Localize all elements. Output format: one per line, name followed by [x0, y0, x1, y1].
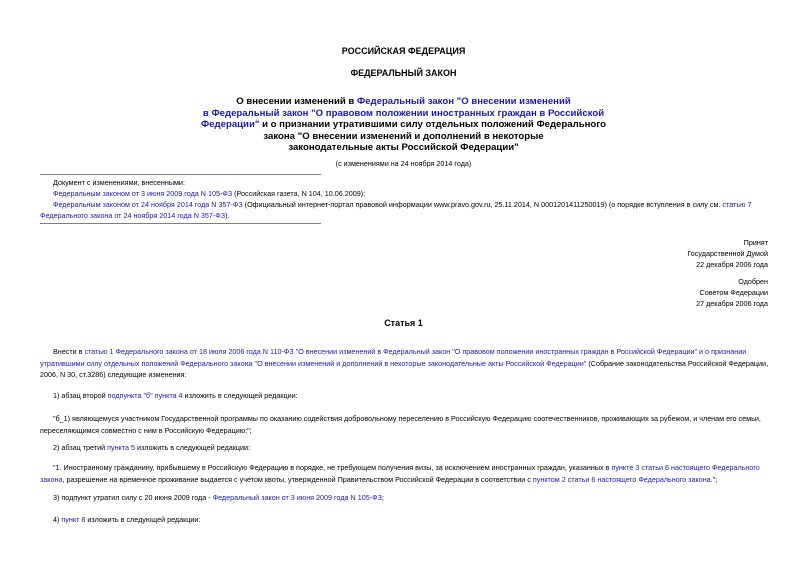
intro-law-link[interactable]: статью 1 Федерального закона от 18 июля 2006 года N 110-ФЗ "О внесении изменений в Федеральный закон "О правовом положении иностранных граждан в Российской Федерации" и о признании: [84, 347, 747, 356]
quote-2: [40, 462, 775, 485]
item-3-law-link[interactable]: Федеральный закон от 3 июня 2009 года N 105-ФЗ: [212, 493, 382, 502]
revision-note: (с изменениями на 24 ноября 2014 года): [335, 159, 472, 168]
title-line5: законодательные акты Российской Федерации": [288, 142, 519, 153]
quote-1: [40, 413, 775, 436]
intro-law-link-cont[interactable]: утратившими силу отдельных положений Федерального закона "О внесении изменений и дополнений в некоторые законодательные акты Российской Федерации": [40, 358, 587, 368]
changes-item-2-law-link[interactable]: Федерального закона от 24 ноября 2014 года N 357-ФЗ: [40, 211, 226, 220]
document-title: [100, 96, 707, 154]
item-2-text-end: изложить в следующей редакции:: [135, 443, 251, 452]
quote-2-text: "1. Иностранному гражданину, прибывшему в Российскую Федерацию в порядке, не требующем получения визы, за исключением иностранных граждан, указанных в: [53, 463, 612, 472]
approved-label: Одобрен: [738, 277, 768, 286]
changes-heading: Документ с изменениями, внесенными:: [53, 178, 185, 187]
quote-1-line1: "б_1) являющемуся участником Государственной программы по оказанию содействия добровольному переселению в Российскую Федерацию соотечественников, проживающих за рубежом, и членам его семьи,: [53, 414, 761, 423]
quote-2-text-mid: , разрешение на временное проживание выдается с учетом квоты, утвержденной Правительством Российской Федерации в соответствии с: [62, 474, 533, 484]
quote-2-link-2[interactable]: пунктом 2 статьи 6 настоящего Федерального закона: [532, 474, 711, 484]
item-3-text-end: ;: [381, 493, 384, 502]
changes-top-divider: [40, 174, 321, 175]
changes-item-1-link[interactable]: Федеральным законом от 3 июня 2009 года N 105-ФЗ: [53, 189, 233, 198]
item-4-point-link[interactable]: пункт 8: [61, 515, 86, 524]
adopted-label: Принят: [743, 238, 768, 247]
law-type-heading: ФЕДЕРАЛЬНЫЙ ЗАКОН: [350, 68, 457, 78]
changes-item-1: [40, 188, 770, 199]
country-heading: РОССИЙСКАЯ ФЕДЕРАЦИЯ: [341, 46, 466, 56]
changes-item-2-link[interactable]: Федеральным законом от 24 ноября 2014 года N 357-ФЗ: [53, 200, 243, 209]
adopted-date: 22 декабря 2006 года: [696, 260, 768, 269]
item-3-text: 3) подпункт утратил силу с 20 июня 2009 года -: [53, 493, 213, 502]
item-1-text-end: изложить в следующей редакции:: [182, 391, 298, 400]
changes-item-2-source: (Официальный интернет-портал правовой информации www.pravo.gov.ru, 25.11.2014, N 0001201411250019) (о порядке вступления в силу см.: [242, 200, 723, 209]
changes-item-1-source: (Российская газета, N 104, 10.06.2009);: [232, 189, 366, 198]
quote-2-link-1[interactable]: пункте 3 статьи 6 настоящего Федерального: [611, 463, 760, 472]
adopted-body: Государственной Думой: [687, 249, 768, 258]
item-2-text: 2) абзац третий: [53, 443, 108, 452]
item-1-text: 1) абзац второй: [53, 391, 108, 400]
item-2: [53, 442, 773, 454]
item-3: [53, 492, 773, 504]
quote-1-line2: переселяющимся совместно с ним в Российскую Федерацию;";: [40, 425, 252, 435]
title-link-1[interactable]: Федеральный закон "О внесении изменений: [357, 96, 571, 107]
quote-2-text-end: .";: [710, 474, 718, 484]
article-intro: [40, 346, 775, 381]
title-link-3[interactable]: Федерации": [201, 119, 260, 130]
title-line4: закона "О внесении изменений и дополнений в некоторые: [263, 130, 544, 142]
title-link-2[interactable]: в Федеральный закон "О правовом положении иностранных граждан в Российской: [202, 107, 605, 119]
title-line3-rest: и о признании утратившими силу отдельных положений Федерального: [259, 119, 606, 130]
changes-bottom-divider: [40, 223, 321, 224]
changes-block: [40, 177, 770, 221]
item-4-text: 4): [53, 515, 62, 524]
item-1-subpoint-link[interactable]: подпункта "б": [107, 391, 153, 400]
changes-item-2-end: ).: [225, 211, 230, 220]
adopted-block: [500, 237, 768, 270]
intro-text-rest: (Собрание законодательства Российской Федерации,: [586, 358, 769, 368]
item-1-point-link[interactable]: пункта 4: [154, 391, 183, 400]
changes-item-2-article-link[interactable]: статью 7: [722, 200, 752, 209]
article-title: Статья 1: [384, 318, 423, 328]
item-4: [53, 514, 773, 526]
item-1: [53, 390, 773, 402]
approved-body: Советом Федерации: [699, 288, 768, 297]
changes-item-2: [40, 199, 770, 221]
quote-2-link-1-cont[interactable]: закона: [40, 474, 63, 484]
item-4-text-end: изложить в следующей редакции:: [85, 515, 201, 524]
approved-block: [500, 276, 768, 309]
item-2-point-link[interactable]: пункта 5: [107, 443, 136, 452]
approved-date: 27 декабря 2006 года: [696, 299, 768, 308]
intro-text-start: Внести в: [53, 347, 85, 356]
title-prefix: О внесении изменений в: [236, 96, 357, 107]
intro-text-line3: 2006, N 30, ст.3286) следующие изменения:: [40, 370, 187, 379]
